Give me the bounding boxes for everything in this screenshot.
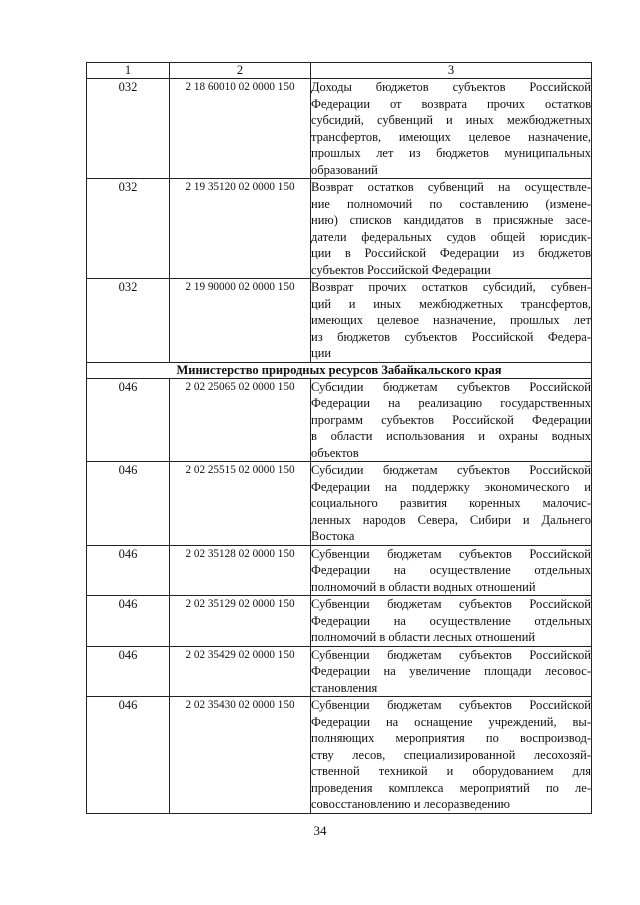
description-line: в области использования и охраны водных [311,429,591,443]
description-line: Возврат прочих остатков субсидий, субвен- [311,280,591,294]
section-title: Министерство природных ресурсов Забайкальского края [87,362,592,378]
description-line: Субсидии бюджетам субъектов Российской [311,463,591,477]
table-row [87,378,592,462]
table-row [87,79,592,179]
description-line: полномочий в области лесных отношений [311,630,536,644]
description-line: ственной техникой и оборудованием для [311,764,591,778]
admin-code: 046 [87,378,170,462]
description [311,279,592,363]
description-line: Федерации на увеличение площади лесовос- [311,664,591,678]
description-line: Федерации на реализацию государственных [311,396,591,410]
description-line: проведения комплекса мероприятий по ле- [311,780,591,795]
admin-code: 032 [87,279,170,363]
header-col-3: 3 [311,63,592,79]
description-line: Субсидии бюджетам субъектов Российской [311,379,591,394]
description-line: полняющих мероприятия по воспроизвод- [311,731,591,745]
description-line: субсидий, субвенций и иных межбюджетных [311,113,591,127]
description-line: трансфертов, имеющих целевое назначение, [311,129,591,144]
description-line: ству лесов, специализированной лесохозяй- [311,747,591,762]
budget-code: 2 02 35128 02 0000 150 [170,545,311,596]
description [311,697,592,814]
description-line: ции в Российской Федерации из бюджетов [311,246,591,260]
table-row [87,697,592,814]
admin-code: 046 [87,697,170,814]
description-line: ций и иных межбюджетных трансфертов, [311,296,591,311]
description-line: полномочий в области водных отношений [311,579,536,594]
header-row [87,63,592,79]
description-line: Доходы бюджетов субъектов Российской [311,80,591,94]
description-line: Федерации на осуществление отдельных [311,613,591,628]
budget-code: 2 02 35430 02 0000 150 [170,697,311,814]
description [311,462,592,546]
budget-code: 2 02 35429 02 0000 150 [170,646,311,697]
admin-code: 046 [87,596,170,647]
budget-code: 2 02 25515 02 0000 150 [170,462,311,546]
description-line: Федерации на осуществление отдельных [311,563,591,577]
budget-code: 2 02 35129 02 0000 150 [170,596,311,647]
description-line: становления [311,680,378,695]
description-line: Федерации на поддержку экономического и [311,479,591,494]
table-row [87,596,592,647]
description-line: субъектов Российской Федерации [311,262,491,277]
budget-code: 2 19 35120 02 0000 150 [170,179,311,279]
description-line: ленных народов Севера, Сибири и Дальнего [311,512,591,527]
description-line: Субвенции бюджетам субъектов Российской [311,597,591,611]
income-codes-table [86,62,592,814]
admin-code: 046 [87,462,170,546]
admin-code: 032 [87,79,170,179]
description-line: имеющих целевое назначение, прошлых лет [311,313,591,327]
description [311,79,592,179]
description-line: нию) списков кандидатов в присяжные засе- [311,213,591,227]
description-line: социального развития коренных малочис- [311,496,591,510]
description-line: прошлых лет из бюджетов муниципальных [311,146,591,160]
description-line: Субвенции бюджетам субъектов Российской [311,647,591,662]
description-line: объектов [311,445,359,460]
description [311,378,592,462]
admin-code: 046 [87,545,170,596]
section-row [87,362,592,378]
admin-code: 032 [87,179,170,279]
table-row [87,179,592,279]
description [311,179,592,279]
table-row [87,462,592,546]
description-line: ции [311,346,332,360]
budget-code: 2 18 60010 02 0000 150 [170,79,311,179]
description-line: совосстановлению и лесоразведению [311,797,511,811]
header-col-1: 1 [87,63,170,79]
description [311,545,592,596]
description [311,596,592,647]
description-line: ние полномочий по составлению (измене- [311,196,591,211]
table-row [87,279,592,363]
description-line: Востока [311,529,355,543]
budget-code: 2 19 90000 02 0000 150 [170,279,311,363]
table-row [87,545,592,596]
description-line: Возврат остатков субвенций на осуществле- [311,180,591,194]
table-row [87,646,592,697]
description-line: датели федеральных судов общей юрисдик- [311,229,591,244]
description-line: Федерации на оснащение учреждений, вы- [311,714,591,729]
description-line: Субвенции бюджетам субъектов Российской [311,546,591,561]
description-line: образований [311,162,378,177]
description-line: Федерации от возврата прочих остатков [311,96,591,111]
description-line: из бюджетов субъектов Российской Федера- [311,329,591,344]
admin-code: 046 [87,646,170,697]
budget-code: 2 02 25065 02 0000 150 [170,378,311,462]
header-col-2: 2 [170,63,311,79]
description-line: программ субъектов Российской Федерации [311,412,591,427]
description [311,646,592,697]
page-number: 34 [313,823,327,838]
description-line: Субвенции бюджетам субъектов Российской [311,698,591,712]
